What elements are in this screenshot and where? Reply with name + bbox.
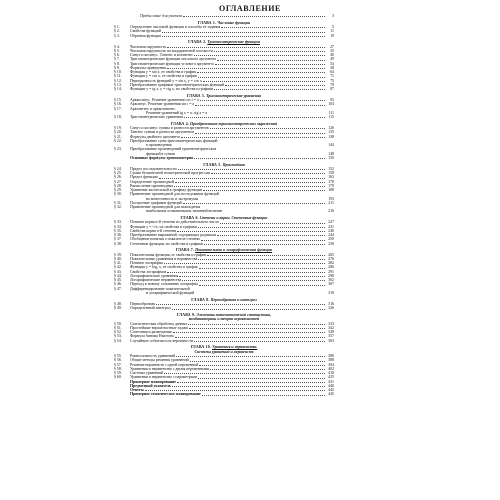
- leader-dots: [167, 272, 325, 273]
- chapter-label: ГЛАВА 2.: [188, 40, 207, 45]
- page-number: 158: [328, 171, 334, 176]
- page-number: 126: [328, 126, 334, 131]
- section-number: § 14.: [114, 87, 122, 92]
- chapter-name-line-2: Системы уравнений и неравенств: [194, 349, 254, 354]
- section-number: § 10.: [114, 70, 122, 75]
- section-number: § 35.: [114, 228, 122, 233]
- entry-title: Формулы двойного аргумента: [130, 134, 180, 139]
- section-number: § 54.: [114, 338, 122, 343]
- entry-title: Уравнения и неравенства с двумя переменными: [130, 366, 210, 371]
- page-number: 40: [330, 53, 334, 58]
- section-number: § 7.: [114, 57, 120, 62]
- entry-title: Арктангенс и арккотангенс.: [130, 106, 177, 111]
- entry-title: Преобразование сумм тригонометрических функций: [130, 138, 218, 143]
- page-number: 35: [330, 48, 334, 53]
- page-number: 445: [328, 392, 334, 397]
- toc-entry[interactable]: [114, 242, 334, 246]
- page-number: 5: [332, 25, 334, 30]
- leader-dots: [199, 285, 325, 286]
- entry-title: Арксинус. Решение уравнения sin t = a: [130, 102, 195, 107]
- entry-title: Предел последовательности: [130, 166, 177, 171]
- section-number: § 53.: [114, 334, 122, 339]
- leader-dots: [164, 373, 325, 374]
- section-number: § 36.: [114, 233, 122, 238]
- chapter-name: Тригонометрические уравнения: [206, 93, 262, 98]
- leader-dots: [176, 356, 325, 357]
- leader-dots: [172, 386, 325, 387]
- section-number: § 34.: [114, 224, 122, 229]
- section-number: § 5.: [114, 48, 120, 53]
- page-number: 258: [328, 241, 334, 246]
- entry-title: в произведения: [146, 143, 172, 148]
- section-number: § 39.: [114, 252, 122, 257]
- entry-title: Применение производной для исследования функций: [130, 192, 219, 197]
- leader-dots: [183, 203, 325, 204]
- leader-dots: [217, 235, 325, 236]
- page-number: 276: [328, 256, 334, 261]
- page-number: 316: [328, 302, 334, 306]
- entry-title: Синус и косинус. Тангенс и котангенс: [130, 53, 194, 58]
- page-number: 244: [328, 233, 334, 238]
- entry-title: Функция y = cos x, ее свойства и график: [130, 74, 197, 79]
- toc-entry-intro[interactable]: [114, 14, 334, 18]
- section-number: § 23.: [114, 147, 122, 152]
- section-number: § 13.: [114, 82, 122, 87]
- section-number: § 22.: [114, 138, 122, 143]
- leader-dots: [201, 240, 325, 241]
- entry-title: Простейшие вероятностные задачи: [130, 325, 189, 330]
- page-number: 231: [328, 224, 334, 229]
- page-number: 188: [328, 188, 334, 193]
- page-number: 87: [330, 87, 334, 92]
- page-number: 342: [328, 325, 334, 330]
- section-number: § 20.: [114, 130, 122, 135]
- leader-dots: [162, 32, 325, 33]
- page-number: 115: [328, 115, 334, 120]
- page-number: 333: [328, 321, 334, 326]
- page-number: 394: [328, 362, 334, 367]
- page-number: 250: [328, 237, 334, 242]
- chapter-name: Показательная и логарифмическая функции: [195, 248, 273, 253]
- entry-title: Функция y = logₐ x, ее свойства и график: [130, 265, 198, 270]
- entry-title: Вычисление производных: [130, 183, 174, 188]
- section-number: § 59.: [114, 371, 122, 376]
- toc-entry[interactable]: [114, 339, 334, 343]
- chapter-label: ГЛАВА 6.: [180, 216, 199, 221]
- page-number: 291: [328, 269, 334, 274]
- leader-dots: [200, 100, 325, 101]
- page-number: 227: [328, 220, 334, 225]
- entry-title: Преобразование графиков тригонометрических функций: [130, 82, 225, 87]
- chapter-name-line-2: комбинаторики и теории вероятностей: [188, 317, 260, 322]
- leader-dots: [159, 178, 325, 179]
- section-number: § 24.: [114, 166, 122, 171]
- entry-title: Тригонометрические функции углового аргумента: [130, 61, 214, 66]
- leader-dots: [207, 255, 325, 256]
- chapter-label: ГЛАВА 7.: [175, 248, 195, 253]
- page-number: 282: [328, 261, 334, 266]
- entry-title: Понятие логарифма: [130, 261, 164, 266]
- section-number: § 26.: [114, 175, 122, 180]
- toc-entry[interactable]: [114, 156, 334, 160]
- page-number: 410: [328, 371, 334, 376]
- entry-title: Первообразная: [130, 302, 155, 306]
- entry-title: Предисловие для учителя: [140, 14, 182, 18]
- page-number: 11: [330, 29, 334, 34]
- section-number: § 41.: [114, 261, 122, 266]
- page-number: 431: [328, 379, 334, 384]
- leader-dots: [189, 328, 325, 329]
- chapter-label: ГЛАВА 8.: [191, 297, 210, 302]
- entry-title: на монотонность и экстремумы: [146, 196, 199, 201]
- leader-dots: [214, 89, 325, 90]
- toc-entry[interactable]: [114, 115, 334, 119]
- leader-dots: [198, 227, 325, 228]
- page-number: 64: [330, 70, 334, 75]
- section-number: § 19.: [114, 126, 122, 131]
- section-number: § 46.: [114, 282, 122, 287]
- page-number: 79: [330, 82, 334, 87]
- chapter-label: ГЛАВА 4.: [170, 121, 190, 126]
- toc-list: [114, 14, 334, 397]
- section-number: § 4.: [114, 44, 120, 49]
- leader-dots: [211, 173, 325, 174]
- section-number: § 56.: [114, 358, 122, 363]
- entry-title: Арккосинус. Решение уравнения cos t = a: [130, 98, 199, 103]
- leader-dots: [194, 341, 325, 342]
- section-number: § 51.: [114, 325, 122, 330]
- entry-title: Свойства функций: [130, 29, 161, 34]
- leader-dots: [162, 36, 325, 37]
- chapter-label: ГЛАВА 9.: [177, 312, 196, 317]
- leader-dots: [181, 137, 325, 138]
- section-number: § 49.: [114, 306, 122, 311]
- leader-dots: [203, 81, 325, 82]
- entry-title: Функции y = ⁿ√x, их свойства и графики: [130, 224, 197, 229]
- entry-title: Равносильность уравнений: [130, 354, 176, 359]
- entry-title: Ответы: [130, 388, 144, 393]
- page-number: 440: [328, 383, 334, 388]
- page-number: 216: [328, 209, 334, 214]
- page-number: 286: [328, 265, 334, 270]
- section-number: § 6.: [114, 53, 120, 58]
- section-number: § 29.: [114, 188, 122, 193]
- leader-dots: [195, 105, 325, 106]
- section-number: § 32.: [114, 205, 122, 210]
- entry-title: Функции y = tg x, y = ctg x, их свойства и графики: [130, 87, 214, 92]
- leader-dots: [220, 223, 325, 224]
- chapter-name: Числовые функции: [217, 20, 251, 25]
- chapter-name: Степени и корни. Степенные функции: [199, 216, 268, 221]
- page-number: 93: [330, 98, 334, 103]
- leader-dots: [156, 304, 325, 305]
- section-number: § 28.: [114, 183, 122, 188]
- entry-title: Основные формулы тригонометрии: [130, 155, 194, 160]
- entry-title: Числовая окружность: [130, 44, 167, 49]
- section-number: § 58.: [114, 366, 122, 371]
- leader-dots: [183, 16, 325, 17]
- page-number: 54: [330, 61, 334, 66]
- entry-title: Обобщение понятия о показателе степени: [130, 237, 200, 242]
- leader-dots: [202, 395, 325, 396]
- section-number: § 1.: [114, 25, 120, 30]
- section-number: § 9.: [114, 65, 120, 70]
- section-number: § 57.: [114, 362, 122, 367]
- page-number: 49: [330, 57, 334, 62]
- section-number: § 60.: [114, 375, 122, 380]
- entry-title: Тангенс суммы и разности аргументов: [130, 130, 194, 135]
- section-number: § 2.: [114, 29, 120, 34]
- page-number: 211: [328, 200, 334, 205]
- entry-title: Логарифмические неравенства: [130, 278, 182, 283]
- entry-title: Формулы приведения: [130, 65, 166, 70]
- page-number: 349: [328, 330, 334, 335]
- leader-dots: [179, 276, 325, 277]
- chapter-name: Первообразная и интеграл: [210, 297, 257, 302]
- entry-title: Примерное планирование: [130, 379, 176, 384]
- entry-title: Степенные функции, их свойства и графики: [130, 241, 204, 246]
- entry-title: Дифференцирование показательной: [130, 286, 190, 291]
- leader-dots: [175, 337, 325, 338]
- section-number: § 12.: [114, 78, 122, 83]
- leader-dots: [195, 133, 325, 134]
- page-number: 152: [328, 166, 334, 171]
- section-number: § 27.: [114, 179, 122, 184]
- leader-dots: [199, 365, 325, 366]
- entry-title: Понятие корня n-й степени из действительного числа: [130, 220, 219, 225]
- leader-dots: [190, 361, 325, 362]
- section-number: § 48.: [114, 302, 122, 306]
- page-number: 363: [328, 338, 334, 343]
- chapter-name: Элементы математической статистики,: [196, 312, 271, 317]
- page-number: 265: [328, 252, 334, 257]
- page-number: 357: [328, 334, 334, 339]
- entry-title: Уравнения и неравенства с параметрами: [130, 375, 198, 380]
- section-number: § 15.: [114, 98, 122, 103]
- toc-entry[interactable]: [114, 392, 334, 396]
- leader-dots: [174, 186, 325, 187]
- entry-title: Решение уравнений tg x = a, ctg x = a: [146, 110, 208, 115]
- section-number: § 44.: [114, 273, 122, 278]
- entry-title: наибольших и наименьших значений величин: [146, 209, 223, 214]
- entry-title: Случайные события и их вероятности: [130, 338, 193, 343]
- section-number: § 25.: [114, 171, 122, 176]
- entry-title: Функция y = sin x, ее свойства и график: [130, 70, 197, 75]
- leader-dots: [145, 390, 325, 391]
- leader-dots: [225, 85, 325, 86]
- entry-title: Определенный интеграл: [130, 306, 171, 311]
- page-number: 19: [330, 33, 334, 38]
- page-number: 326: [328, 306, 334, 311]
- entry-title: Логарифмические уравнения: [130, 273, 179, 278]
- page-number: 380: [328, 354, 334, 359]
- section-number: § 16.: [114, 102, 122, 107]
- leader-dots: [198, 378, 325, 379]
- toc-entry[interactable]: [114, 34, 334, 38]
- page-number: 310: [328, 290, 334, 295]
- chapter-name: Преобразование тригонометрических выражений: [190, 121, 278, 126]
- entry-title: Сочетания и размещения: [130, 330, 172, 335]
- section-number: § 50.: [114, 321, 122, 326]
- page-number: 193: [328, 196, 334, 201]
- entry-title: Общие методы решения уравнений: [130, 358, 189, 363]
- section-number: § 47.: [114, 286, 122, 291]
- entry-title: Примерное тематическое планирование: [130, 392, 201, 397]
- leader-dots: [167, 68, 325, 69]
- section-number: § 21.: [114, 134, 122, 139]
- page-number: 27: [330, 44, 334, 49]
- page-number: 150: [328, 155, 334, 160]
- chapter-name: Уравнения и неравенства.: [212, 345, 258, 350]
- entry-title: Свойства логарифмов: [130, 269, 167, 274]
- toc-entry-continuation[interactable]: [114, 209, 334, 213]
- entry-title: Сумма бесконечной геометрической прогрессии: [130, 171, 211, 176]
- entry-title: Решение неравенств с одной переменной: [130, 362, 199, 367]
- section-number: § 11.: [114, 74, 122, 79]
- entry-title: функций в суммы: [146, 151, 176, 156]
- section-number: § 40.: [114, 256, 122, 261]
- entry-title: Преобразование произведений тригонометрических: [130, 147, 217, 152]
- leader-dots: [221, 27, 325, 28]
- leader-dots: [178, 169, 325, 170]
- entry-title: Формула бинома Ньютона: [130, 334, 174, 339]
- entry-title: Построение графиков функций: [130, 200, 182, 205]
- page-number: 75: [330, 78, 334, 83]
- section-number: § 38.: [114, 241, 122, 246]
- entry-title: Применение производной для нахождения: [130, 205, 201, 210]
- page-number: 148: [328, 151, 334, 156]
- page-number: 240: [328, 228, 334, 233]
- leader-dots: [177, 231, 325, 232]
- chapter-name: Производная: [222, 162, 245, 167]
- leader-dots: [182, 280, 325, 281]
- toc-entry-continuation[interactable]: [114, 291, 334, 295]
- leader-dots: [194, 158, 325, 159]
- section-number: § 8.: [114, 61, 120, 66]
- toc-entry[interactable]: [114, 306, 334, 310]
- chapter-name: Тригонометрические функции: [207, 40, 260, 45]
- leader-dots: [164, 263, 325, 264]
- page-number: 163: [328, 175, 334, 180]
- entry-title: Определение производной: [130, 179, 175, 184]
- leader-dots: [172, 309, 325, 310]
- entry-title: и логарифмической функций: [146, 290, 195, 295]
- entry-title: Показательная функция, ее свойства и график: [130, 252, 207, 257]
- entry-title: Периодичность функций y = sin x, y = cos x: [130, 78, 202, 83]
- entry-title: Уравнение касательной к графику функции: [130, 188, 202, 193]
- leader-dots: [199, 268, 325, 269]
- leader-dots: [167, 47, 325, 48]
- section-number: § 52.: [114, 330, 122, 335]
- page-number: 302: [328, 278, 334, 283]
- page-number: 3: [332, 14, 334, 18]
- leader-dots: [198, 77, 325, 78]
- page-number: 402: [328, 366, 334, 371]
- leader-dots: [210, 128, 325, 129]
- page-number: 170: [328, 179, 334, 184]
- section-number: § 33.: [114, 220, 122, 225]
- page-number: 179: [328, 183, 334, 188]
- toc-entry[interactable]: [114, 87, 334, 91]
- page-number: 111: [328, 110, 334, 115]
- page-number: 104: [328, 102, 334, 107]
- section-number: § 31.: [114, 200, 122, 205]
- leader-dots: [194, 55, 325, 56]
- leader-dots: [198, 259, 325, 260]
- page-number: 442: [328, 388, 334, 393]
- section-number: § 42.: [114, 265, 122, 270]
- leader-dots: [197, 72, 325, 73]
- page-number: 138: [328, 134, 334, 139]
- page-number: 425: [328, 375, 334, 380]
- leader-dots: [217, 60, 325, 61]
- page-number: 307: [328, 282, 334, 287]
- leader-dots: [204, 244, 325, 245]
- page-number: 388: [328, 358, 334, 363]
- page-number: 298: [328, 273, 334, 278]
- leader-dots: [173, 332, 325, 333]
- chapter-label: ГЛАВА 3.: [186, 93, 206, 98]
- page-number: 71: [330, 74, 334, 79]
- entry-title: Тригонометрические функции числового аргумента: [130, 57, 217, 62]
- entry-title: Статистическая обработка данных: [130, 321, 188, 326]
- entry-title: Преобразование выражений, содержащих радикалы: [130, 233, 217, 238]
- chapter-label: ГЛАВА 10.: [190, 345, 212, 350]
- page-title: ОГЛАВЛЕНИЕ: [219, 4, 281, 13]
- entry-title: Предметный указатель: [130, 383, 171, 388]
- chapter-label: ГЛАВА 5.: [203, 162, 222, 167]
- entry-title: Синус и косинус суммы и разности аргументов: [130, 126, 209, 131]
- entry-title: Числовая окружность на координатной плоскости: [130, 48, 213, 53]
- entry-title: Предел функции: [130, 175, 158, 180]
- entry-title: Тригонометрические уравнения: [130, 115, 184, 120]
- page-number: 144: [328, 143, 334, 148]
- section-number: § 55.: [114, 354, 122, 359]
- leader-dots: [215, 64, 325, 65]
- section-number: § 45.: [114, 278, 122, 283]
- entry-title: Показательные уравнения и неравенства: [130, 256, 198, 261]
- leader-dots: [177, 382, 325, 383]
- entry-title: Определение числовой функции и способы ее задания: [130, 25, 221, 30]
- page-number: 58: [330, 65, 334, 70]
- entry-title: Свойства корня n-й степени: [130, 228, 177, 233]
- leader-dots: [184, 117, 325, 118]
- section-number: § 3.: [114, 33, 120, 38]
- entry-title: Обратная функция: [130, 33, 161, 38]
- leader-dots: [188, 324, 325, 325]
- section-number: § 37.: [114, 237, 122, 242]
- section-number: § 18.: [114, 115, 122, 120]
- section-number: § 30.: [114, 192, 122, 197]
- section-number: § 17.: [114, 106, 122, 111]
- section-number: § 43.: [114, 269, 122, 274]
- leader-dots: [203, 190, 325, 191]
- leader-dots: [210, 369, 325, 370]
- page-number: 135: [328, 130, 334, 135]
- leader-dots: [214, 51, 325, 52]
- chapter-label: ГЛАВА 1.: [197, 20, 217, 25]
- entry-title: Переход к новому основанию логарифма: [130, 282, 198, 287]
- leader-dots: [175, 182, 325, 183]
- entry-title: Системы уравнений: [130, 371, 164, 376]
